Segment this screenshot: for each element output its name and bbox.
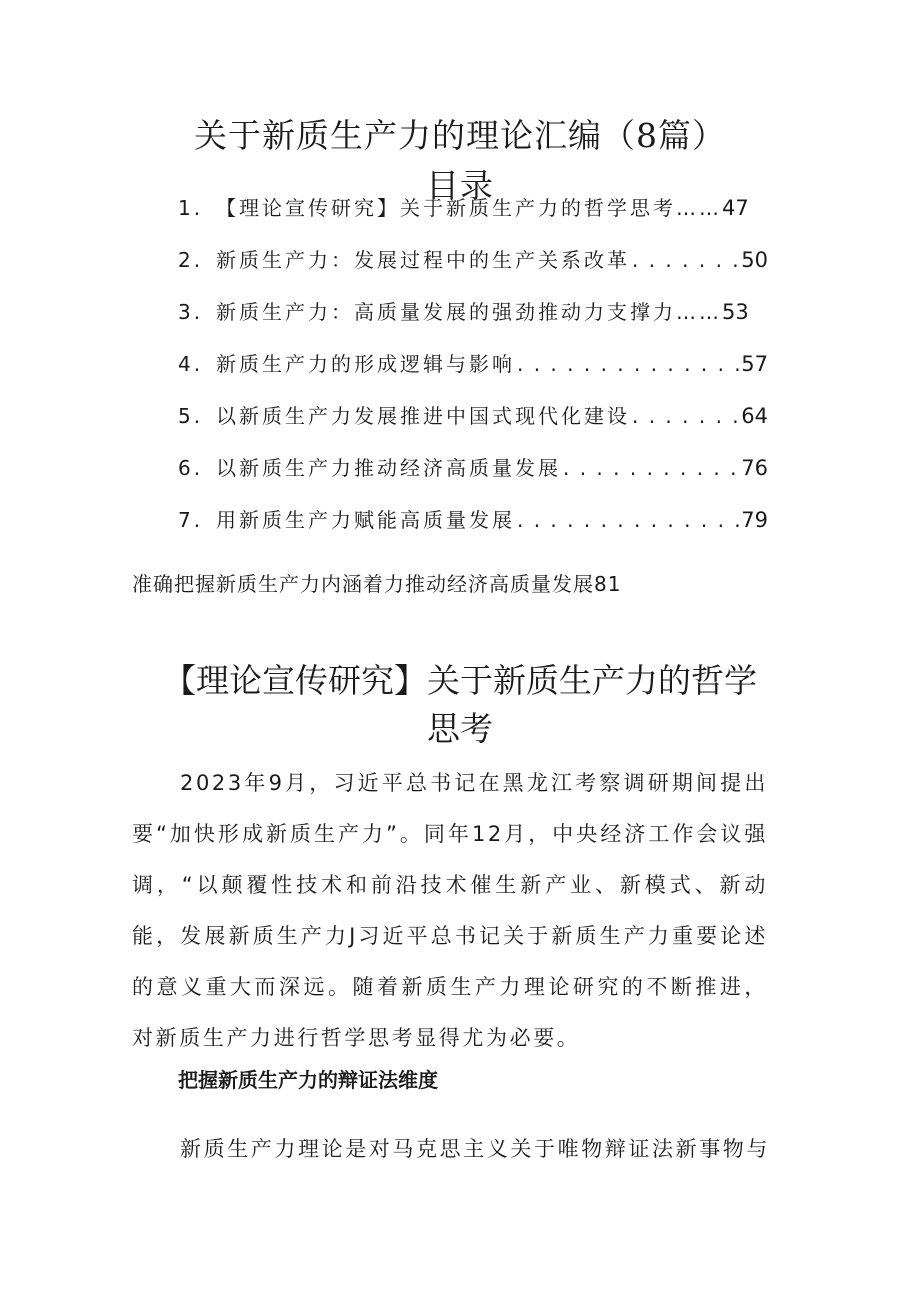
toc-entry-page: 57 <box>741 352 768 376</box>
toc-entry-title: 用新质生产力赋能高质量发展 <box>216 508 515 532</box>
toc-entry[interactable] <box>178 296 768 328</box>
toc-entry-page: 79 <box>741 508 768 532</box>
toc-entry[interactable] <box>178 400 768 432</box>
toc-entry-number: 7. <box>178 508 204 532</box>
subheading: 把握新质生产力的辩证法维度 <box>178 1068 438 1092</box>
toc-leader-dots <box>632 404 739 428</box>
toc-leader-dots <box>517 352 739 376</box>
toc-entry-number: 3. <box>178 300 204 324</box>
toc-entry-title: 新质生产力的形成逻辑与影响 <box>216 352 515 376</box>
toc-entry[interactable] <box>178 504 768 536</box>
toc-entry-title: 【理论宣传研究】关于新质生产力的哲学思考…… <box>216 196 722 220</box>
toc-entry[interactable] <box>178 244 768 276</box>
toc-entry-title: 以新质生产力发展推进中国式现代化建设 <box>216 404 630 428</box>
toc-leader-dots <box>632 248 739 272</box>
toc-leader-dots <box>517 508 739 532</box>
toc-entry-page: 47 <box>722 196 749 220</box>
body-paragraph-1: 2023年9月，习近平总书记在黑龙江考察调研期间提出要“加快形成新质生产力”。同年12月，中央经济工作会议强调，“以颠覆性技术和前沿技术催生新产业、新模式、新动能，发展新质生产力J习近平总书记关于新质生产力重要论述的意义重大而深远。随着新质生产力理论研究的不断推进，对新质生产力进行哲学思考显得尤为必要。 <box>132 771 768 1050</box>
toc-entry-page: 76 <box>741 456 768 480</box>
toc-entry-title: 新质生产力：发展过程中的生产关系改革 <box>216 248 630 272</box>
toc-entry-number: 6. <box>178 456 204 480</box>
toc-entry[interactable] <box>178 348 768 380</box>
section-title-line-2: 思考 <box>427 709 493 748</box>
toc-entry[interactable] <box>178 452 768 484</box>
body-paragraph-2: 新质生产力理论是对马克思主义关于唯物辩证法新事物与 <box>180 1137 770 1161</box>
toc-entry[interactable] <box>178 192 768 224</box>
toc-entry-title: 新质生产力：高质量发展的强劲推动力支撑力…… <box>216 300 722 324</box>
toc-entry-page: 64 <box>741 404 768 428</box>
toc-extra-entry[interactable]: 准确把握新质生产力内涵着力推动经济高质量发展81 <box>132 572 622 596</box>
document-title: 关于新质生产力的理论汇编（8篇） <box>194 116 726 155</box>
toc-entry-page: 53 <box>722 300 749 324</box>
toc-entry-number: 2. <box>178 248 204 272</box>
toc-entry-page: 50 <box>741 248 768 272</box>
toc-entry-number: 1. <box>178 196 204 220</box>
toc-entry-number: 5. <box>178 404 204 428</box>
section-title-line-1: 【理论宣传研究】关于新质生产力的哲学 <box>163 661 757 700</box>
toc-entry-number: 4. <box>178 352 204 376</box>
toc-leader-dots <box>563 456 739 480</box>
toc-heading: 目录 <box>426 166 494 205</box>
toc-entry-title: 以新质生产力推动经济高质量发展 <box>216 456 561 480</box>
